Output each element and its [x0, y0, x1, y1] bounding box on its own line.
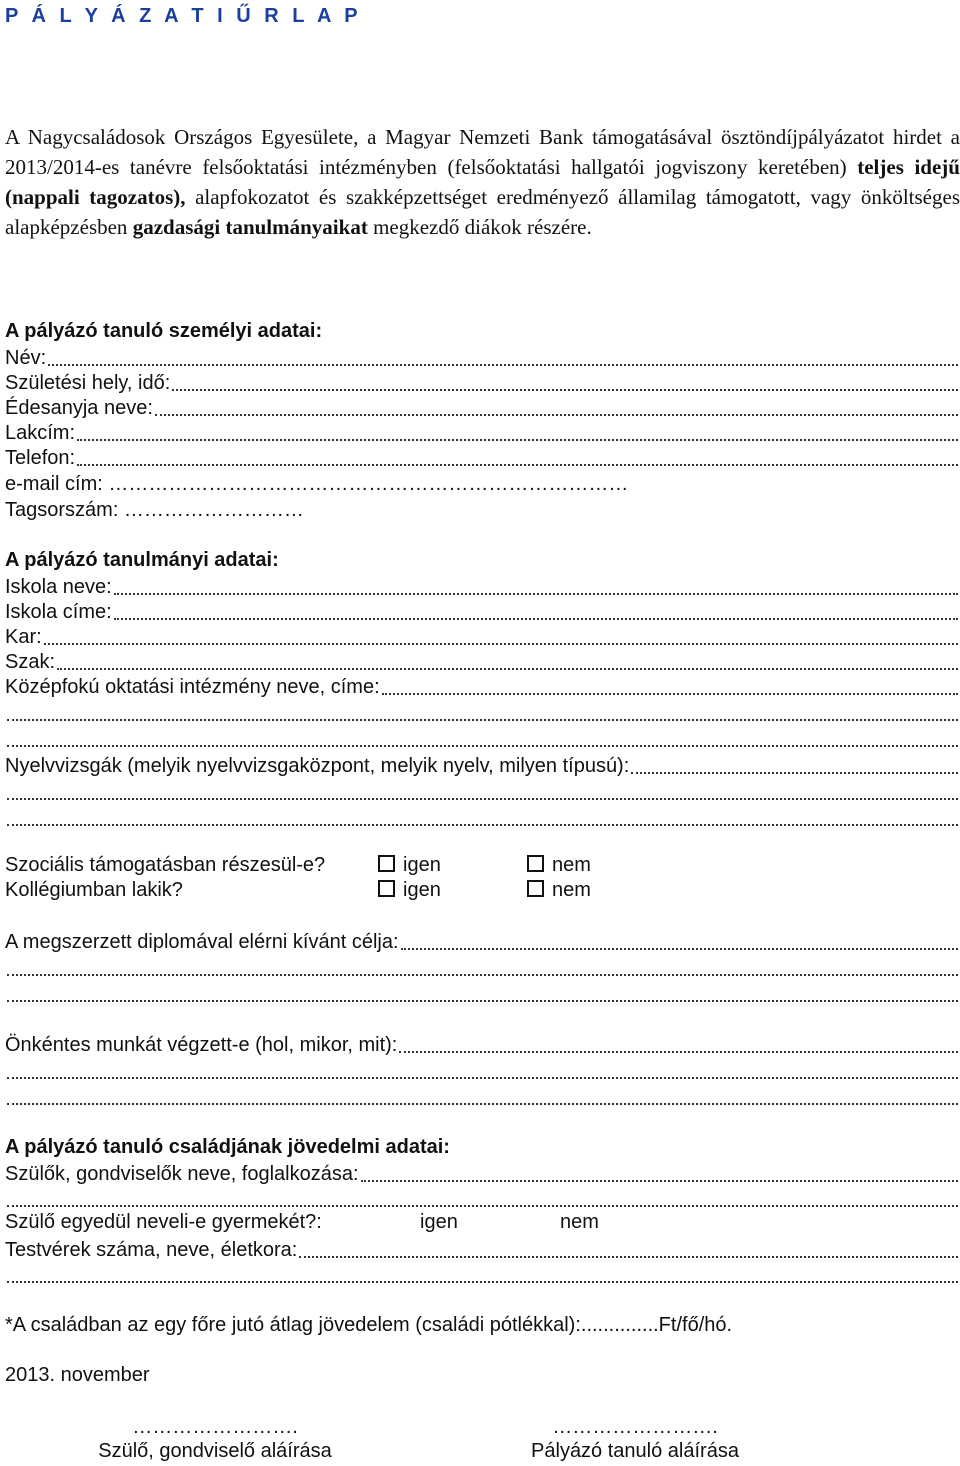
dotted-line [5, 779, 960, 805]
dormitory-question: Kollégiumban lakik? [5, 879, 183, 901]
no-label: nem [552, 854, 591, 876]
major-field[interactable] [5, 649, 960, 675]
social-no-option[interactable] [527, 854, 591, 877]
parents-field[interactable] [5, 1161, 960, 1187]
goal-label: A megszerzett diplomával elérni kívánt célja: [5, 931, 399, 953]
social-support-question: Szociális támogatásban részesül-e? [5, 854, 326, 876]
dotted-line [112, 599, 960, 625]
name-field[interactable] [5, 345, 960, 371]
dotted-line [153, 395, 960, 421]
dotted-line [75, 445, 960, 471]
goal-line-3[interactable] [5, 981, 960, 1007]
dotted-line [297, 1237, 960, 1263]
dotted-line [380, 674, 960, 700]
dotted-line [5, 981, 960, 1007]
volunteer-line-2[interactable] [5, 1058, 960, 1084]
dotted-line [5, 1084, 960, 1110]
languages-field[interactable] [5, 753, 960, 779]
faculty-field[interactable] [5, 624, 960, 650]
siblings-line-2[interactable] [5, 1262, 960, 1288]
dotted-line [42, 624, 960, 650]
dorm-no-option[interactable] [527, 879, 591, 902]
intro-text-1: A Nagycsaládosok Országos Egyesülete, a Magyar Nemzeti Bank támogatásával ösztöndíjpályázatot hirdet a 2013/2014-es tanévre felsőoktatási intézményben (felsőoktatási hallgatói jogviszony keretében) [5, 125, 960, 179]
checkbox-icon[interactable] [378, 880, 395, 897]
income-note[interactable]: *A családban az egy főre jutó átlag jövedelem (családi pótlékkal):..............Ft/fő/hó. [5, 1314, 733, 1336]
dotted-line [5, 955, 960, 981]
dotted-line [5, 1186, 960, 1212]
school-address-label: Iskola címe: [5, 601, 112, 623]
birth-field[interactable] [5, 370, 960, 396]
languages-label: Nyelvvizsgák (melyik nyelvvizsgaközpont, melyik nyelv, milyen típusú): [5, 755, 630, 777]
social-yes-option[interactable] [378, 854, 441, 877]
dotted-line [75, 420, 960, 446]
form-title: P Á L Y Á Z A T I Ű R L A P [5, 5, 362, 27]
checkbox-icon[interactable] [527, 855, 544, 872]
secondary-school-line-2[interactable] [5, 700, 960, 726]
secondary-school-label: Középfokú oktatási intézmény neve, címe: [5, 676, 380, 698]
study-heading: A pályázó tanulmányi adatai: [5, 549, 279, 571]
no-label: nem [552, 879, 591, 901]
yes-label: igen [403, 879, 441, 901]
applicant-signature-label: Pályázó tanuló aláírása [531, 1440, 739, 1462]
dotted-line [397, 1032, 960, 1058]
checkbox-icon[interactable] [378, 855, 395, 872]
dotted-line [5, 700, 960, 726]
dotted-line [5, 805, 960, 831]
parents-line-2[interactable] [5, 1186, 960, 1212]
languages-line-2[interactable] [5, 779, 960, 805]
volunteer-line-3[interactable] [5, 1084, 960, 1110]
school-name-label: Iskola neve: [5, 576, 112, 598]
address-label: Lakcím: [5, 422, 76, 444]
applicant-signature-line[interactable]: ……………………. [552, 1416, 718, 1438]
dotted-line [5, 1262, 960, 1288]
email-field[interactable] [5, 471, 960, 497]
parent-signature-line[interactable]: ……………………. [132, 1416, 298, 1438]
dotted-line [46, 345, 960, 371]
dotted-line [399, 929, 960, 955]
dotted-line [170, 370, 960, 396]
single-parent-yes[interactable]: igen [420, 1211, 458, 1233]
goal-line-2[interactable] [5, 955, 960, 981]
single-parent-no[interactable]: nem [560, 1211, 599, 1233]
intro-text-3: megkezdő diákok részére. [367, 215, 592, 239]
intro-text-2: alapfokozatot és szakképzettséget eredményező államilag támogatott, vagy önköltséges alapképzésben [5, 185, 960, 239]
siblings-label: Testvérek száma, neve, életkora: [5, 1239, 298, 1261]
faculty-label: Kar: [5, 626, 42, 648]
dotted-line [629, 753, 960, 779]
intro-paragraph [5, 122, 960, 242]
languages-line-3[interactable] [5, 805, 960, 831]
major-label: Szak: [5, 651, 56, 673]
mother-name-label: Édesanyja neve: [5, 397, 153, 419]
mother-name-field[interactable] [5, 395, 960, 421]
intro-bold-1: teljes idejű (nappali tagozatos), [5, 155, 960, 209]
personal-heading: A pályázó tanuló személyi adatai: [5, 320, 323, 342]
name-label: Név: [5, 347, 47, 369]
member-number-label: Tagsorszám: ……………………… [5, 499, 304, 521]
dotted-line [112, 574, 960, 600]
parent-signature-label: Szülő, gondviselő aláírása [98, 1440, 332, 1462]
phone-label: Telefon: [5, 447, 76, 469]
dotted-line [5, 726, 960, 752]
goal-field[interactable] [5, 929, 960, 955]
volunteer-label: Önkéntes munkát végzett-e (hol, mikor, mit): [5, 1034, 398, 1056]
yes-label: igen [403, 854, 441, 876]
secondary-school-line-3[interactable] [5, 726, 960, 752]
dotted-line [5, 1058, 960, 1084]
member-number-field[interactable] [5, 497, 960, 523]
volunteer-field[interactable] [5, 1032, 960, 1058]
secondary-school-field[interactable] [5, 674, 960, 700]
intro-bold-2: gazdasági tanulmányaikat [132, 215, 368, 239]
school-address-field[interactable] [5, 599, 960, 625]
date-line: 2013. november [5, 1364, 150, 1386]
email-label: e-mail cím: …………………………………………………………………… [5, 473, 629, 495]
school-name-field[interactable] [5, 574, 960, 600]
dotted-line [359, 1161, 960, 1187]
checkbox-icon[interactable] [527, 880, 544, 897]
birth-label: Születési hely, idő: [5, 372, 171, 394]
parents-label: Szülők, gondviselők neve, foglalkozása: [5, 1163, 359, 1185]
family-heading: A pályázó tanuló családjának jövedelmi adatai: [5, 1136, 450, 1158]
single-parent-question: Szülő egyedül neveli-e gyermekét?: [5, 1211, 322, 1233]
dotted-line [55, 649, 960, 675]
address-field[interactable] [5, 420, 960, 446]
phone-field[interactable] [5, 445, 960, 471]
dorm-yes-option[interactable] [378, 879, 441, 902]
siblings-field[interactable] [5, 1237, 960, 1263]
